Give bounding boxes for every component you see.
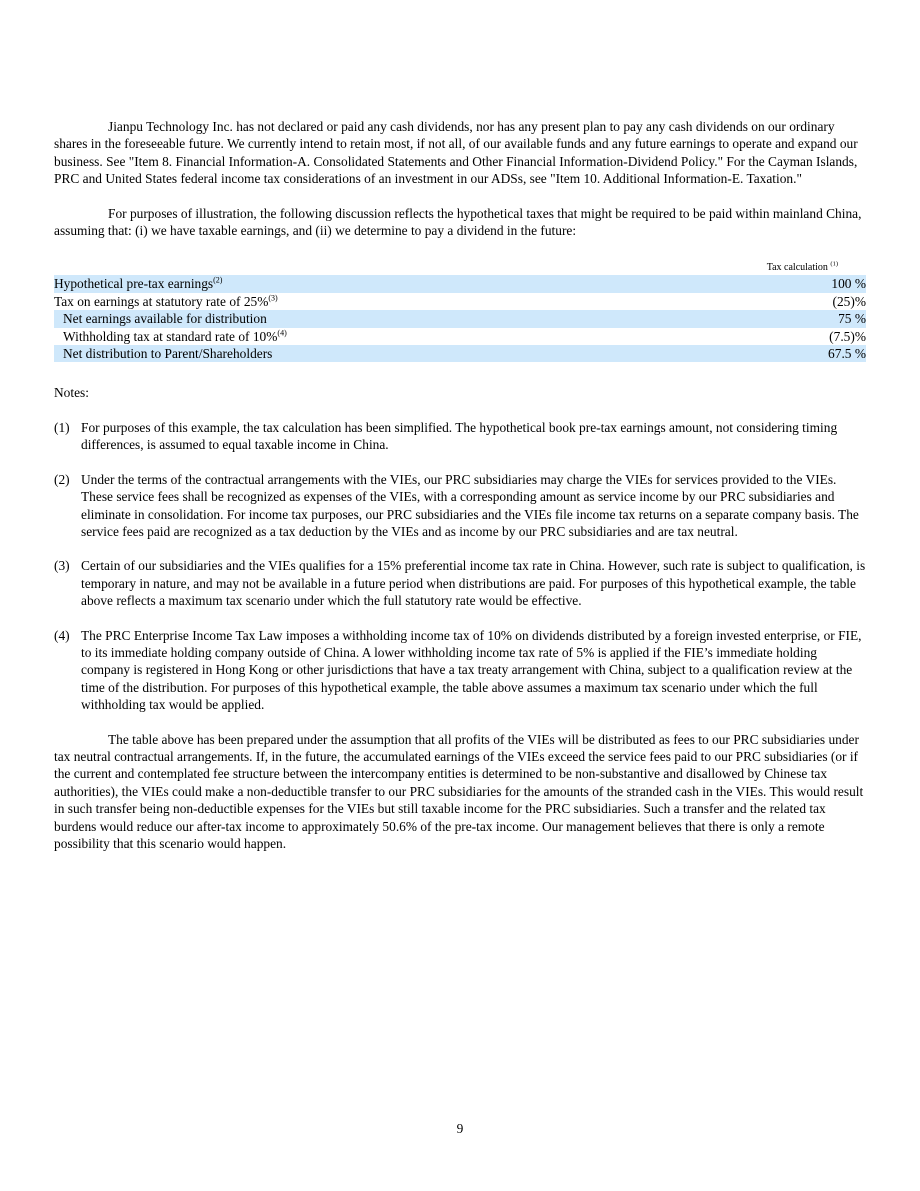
dividend-policy-paragraph: Jianpu Technology Inc. has not declared or paid any cash dividends, nor has any present plan to pay any cash dividends on our ordinary shares in the foreseeable future. We currently intend to retain most, if not all, of our available funds and any future earnings to operate and expand our business. See "Item 8. Financial Information-A. Consolidated Statements and Other Financial Information-Dividend Policy." For the Cayman Islands, PRC and United States federal income tax considerations of an investment in our ADSs, see "Item 10. Additional Information-E. Taxation." [54, 119, 858, 187]
illustration-paragraph: For purposes of illustration, the following discussion reflects the hypothetical taxes that might be required to be paid within mainland China, assuming that: (i) we have taxable earnings, and (ii) we determine to pay a dividend in the future: [54, 205, 862, 239]
note-number: (1) [54, 419, 70, 435]
row-label: Hypothetical pre-tax earnings$^{(2)}$ [54, 275, 752, 292]
note-number: (2) [54, 471, 70, 487]
note-item [54, 627, 866, 714]
row-label: Net distribution to Parent/Shareholders [54, 345, 752, 362]
tax-calculation-header [767, 259, 838, 276]
tax-calculation-label: Tax calculation [766, 262, 828, 274]
notes-heading: Notes: [54, 385, 89, 401]
note-text: The PRC Enterprise Income Tax Law imposes a withholding income tax of 10% on dividends distributed by a foreign invested enterprise, or FIE, to its immediate holding company outside of China. A lower withholding income tax rate of 5% is applied if the FIE’s immediate holding company is registered in Hong Kong or other jurisdictions that have a tax treaty arrangement with China, subject to a qualification review at the time of the distribution. For purposes of this hypothetical example, the table above assumes a maximum tax scenario under which the full withholding tax would be applied. [81, 627, 862, 713]
table-row [54, 275, 866, 292]
note-text: Under the terms of the contractual arrangements with the VIEs, our PRC subsidiaries may charge the VIEs for services provided to the VIEs. These service fees shall be recognized as expenses of the VIEs, with a corresponding amount as service income by our PRC subsidiaries and eliminate in consolidation. For income tax purposes, our PRC subsidiaries and the VIEs file income tax returns on a separate company basis. The service fees paid are recognized as a tax deduction by the VIEs and as income by our PRC subsidiaries and are tax neutral. [81, 471, 859, 539]
table-row [54, 328, 866, 345]
table-row [54, 293, 866, 310]
row-value: (7.5)% [829, 328, 866, 344]
note-item [54, 557, 866, 609]
note-number: (4) [54, 627, 70, 643]
row-footnote: (4) [277, 328, 287, 338]
page-number: 9 [456, 1121, 464, 1136]
row-footnote: (3) [268, 293, 278, 303]
tax-calculation-table [54, 275, 866, 362]
row-value: (25)% [832, 293, 866, 309]
note-item [54, 471, 866, 541]
assumption-paragraph: The table above has been prepared under the assumption that all profits of the VIEs will be distributed as fees to our PRC subsidiaries under tax neutral contractual arrangements. If, in the future, the accumulated earnings of the VIEs exceed the service fees paid to our PRC subsidiaries (or if the current and contemplated fee structure between the intercompany entities is determined to be non-substantive and disallowed by Chinese tax authorities), the VIEs could make a non-deductible transfer to our PRC subsidiaries for the amounts of the stranded cash in the VIEs. This would result in such transfer being non-deductible expenses for the VIEs but still taxable income for the PRC subsidiaries. Such a transfer and the related tax burdens would reduce our after-tax income to approximately 50.6% of the pre-tax income. Our management believes that there is only a remote possibility that this scenario would happen. [54, 731, 864, 851]
tax-table-header [54, 255, 866, 275]
document-page [54, 118, 866, 852]
row-label: Tax on earnings at statutory rate of 25%$^{(3)}$ [54, 293, 278, 309]
row-footnote: (2) [213, 275, 223, 285]
row-value: 75 % [752, 310, 866, 327]
table-row [54, 345, 866, 362]
table-row [54, 310, 866, 327]
row-value: 67.5 % [752, 345, 866, 362]
tax-calculation-footnote: (1) [830, 261, 838, 269]
note-item [54, 419, 866, 454]
note-text: Certain of our subsidiaries and the VIEs qualifies for a 15% preferential income tax rate in China. However, such rate is subject to qualification, is temporary in nature, and may not be available in a future period when distributions are paid. For purposes of this hypothetical example, the table above reflects a maximum tax scenario under which the full statutory rate would be effective. [81, 558, 866, 609]
note-text: For purposes of this example, the tax calculation has been simplified. The hypothetical book pre-tax earnings amount, not considering timing differences, is assumed to equal taxable income in China. [81, 419, 838, 453]
row-label: Net earnings available for distribution [54, 310, 752, 327]
note-number: (3) [54, 558, 70, 574]
row-label: Withholding tax at standard rate of 10%$^{(4)}$ [63, 328, 287, 344]
row-value: 100 % [752, 275, 866, 292]
